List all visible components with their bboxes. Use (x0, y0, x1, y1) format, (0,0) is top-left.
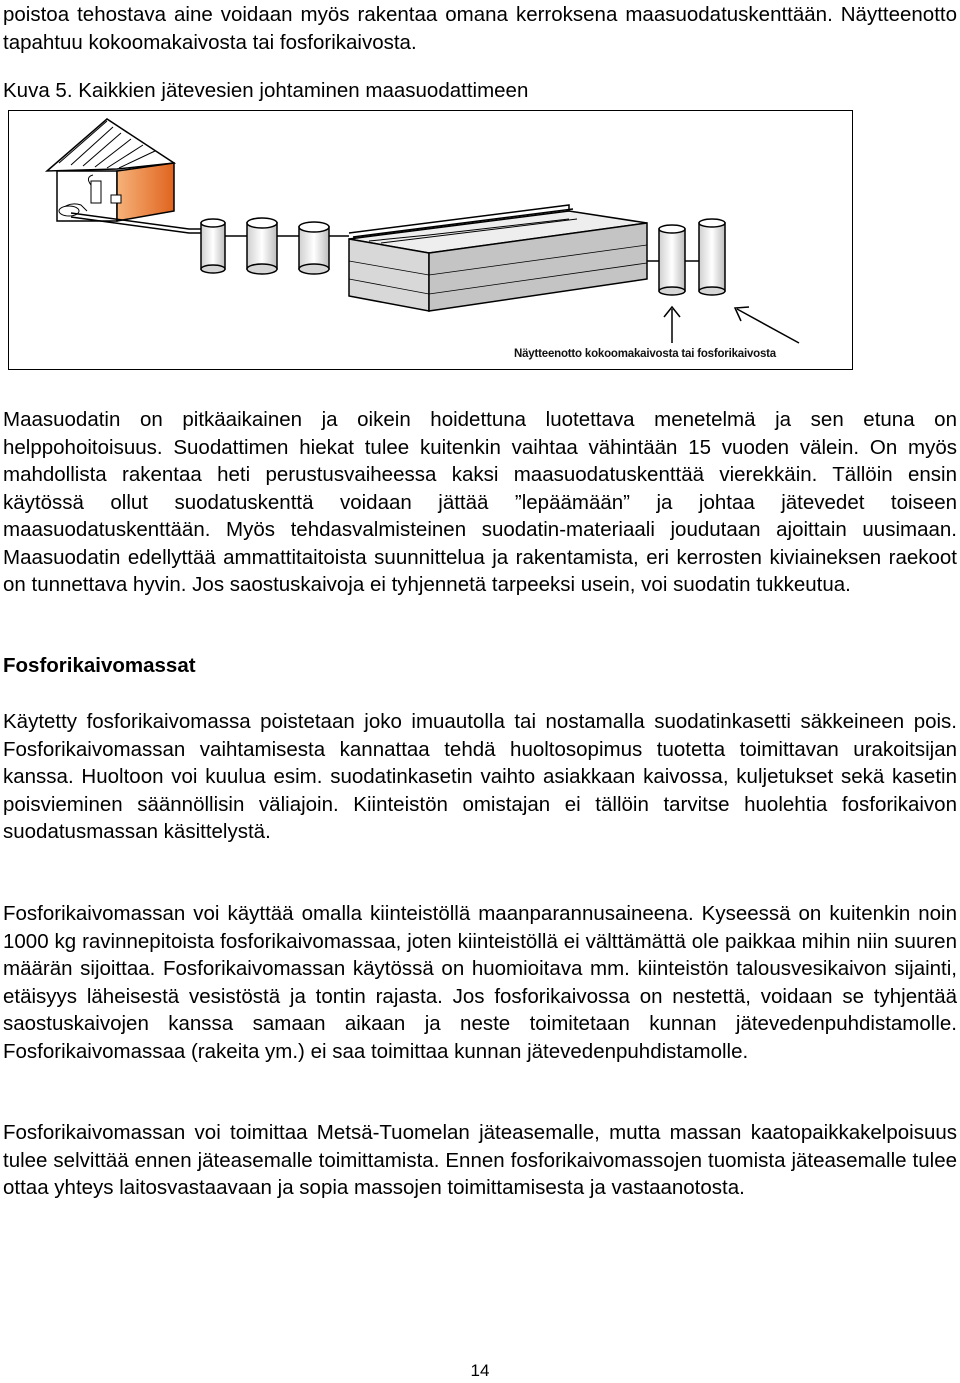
soil-filter-bed (349, 205, 659, 311)
paragraph-mass-reuse: Fosforikaivomassan voi käyttää omalla kiinteistöllä maanparannusaineena. Kyseessä on kuitenkin noin 1000 kg ravinnepitoista fosforikaivomassaa, joten kiinteistöllä ei välttämättä ole paikkaa mihin niin suuren määrän sijoittaa. Fosforikaivomassan käytössä on huomioitava mm. kiinteistön talousvesikaivon sijainti, etäisyys läheisestä vesistöstä ja tontin rajasta. Jos fosforikaivossa on nestettä, voidaan se tyhjentää saostuskaivojen kanssa samaan aikaan ja neste toimitetaan kunnan jätevedenpuhdistamolle. Fosforikaivomassaa (rakeita ym.) ei saa toimittaa kunnan jätevedenpuhdistamolle. (3, 902, 957, 1063)
house-illustration (47, 119, 174, 221)
figure-caption: Kuva 5. Kaikkien jätevesien johtaminen maasuodattimeen (3, 79, 529, 102)
section-heading: Fosforikaivomassat (3, 654, 196, 677)
paragraph-mass-delivery: Fosforikaivomassan voi toimittaa Metsä-Tuomelan jäteasemalle, mutta massan kaatopaikkakelpoisuus tulee selvittää ennen jäteasemalle toimittamista. Ennen fosforikaivomassojen tuomista jäteasemalle tulee ottaa yhteys laitosvastaavaan ja sopia massojen toimittamisesta ja vastaanotosta. (3, 1121, 957, 1199)
paragraph-soil-filter: Maasuodatin on pitkäaikainen ja oikein hoidettuna luotettava menetelmä ja sen etuna on helppohoitoisuus. Suodattimen hiekat tulee kuitenkin vaihtaa vähintään 15 vuoden välein. On myös mahdollista rakentaa heti perustusvaiheessa kaksi maasuodatuskenttää vierekkäin. Tällöin ensin käytössä ollut suodatuskenttä voidaan jättää ”lepäämään” ja johtaa jätevedet toiseen maasuodatuskenttään. Myös tehdasvalmisteinen suodatin-materiaali joudutaan ajoittain uusimaan. Maasuodatin edellyttää ammattitaitoista suunnittelua ja rakentamista, eri kerrosten kiviaineksen raekoot on tunnettava hyvin. Jos saostuskaivoja ei tyhjennetä tarpeeksi usein, voi suodatin tukkeutua. (3, 408, 957, 596)
septic-tanks (201, 218, 329, 274)
sampling-arrows (664, 307, 799, 343)
sampling-wells (659, 219, 725, 295)
page-number: 14 (470, 1361, 490, 1380)
wastewater-soil-filter-figure (8, 110, 853, 370)
figure-label: Näytteenotto kokoomakaivosta tai fosforikaivosta (514, 348, 777, 360)
paragraph-intro: poistoa tehostava aine voidaan myös rakentaa omana kerroksena maasuodatuskenttään. Näytteenotto tapahtuu kokoomakaivosta tai fosforikaivosta. (3, 3, 957, 54)
paragraph-mass-removal: Käytetty fosforikaivomassa poistetaan joko imuautolla tai nostamalla suodatinkasetti säkkeineen pois. Fosforikaivomassan vaihtamisesta kannattaa tehdä huoltosopimus tuotetta toimittavan urakoitsijan kanssa. Huoltoon voi kuulua esim. suodatinkasetin vaihto asiakkaan kaivossa, kuljetukset sekä kasetin poisvieminen säännöllisin väliajoin. Kiinteistön omistajan ei tällöin tarvitse huolehtia fosforikaivon suodatusmassan käsittelystä. (3, 710, 957, 843)
